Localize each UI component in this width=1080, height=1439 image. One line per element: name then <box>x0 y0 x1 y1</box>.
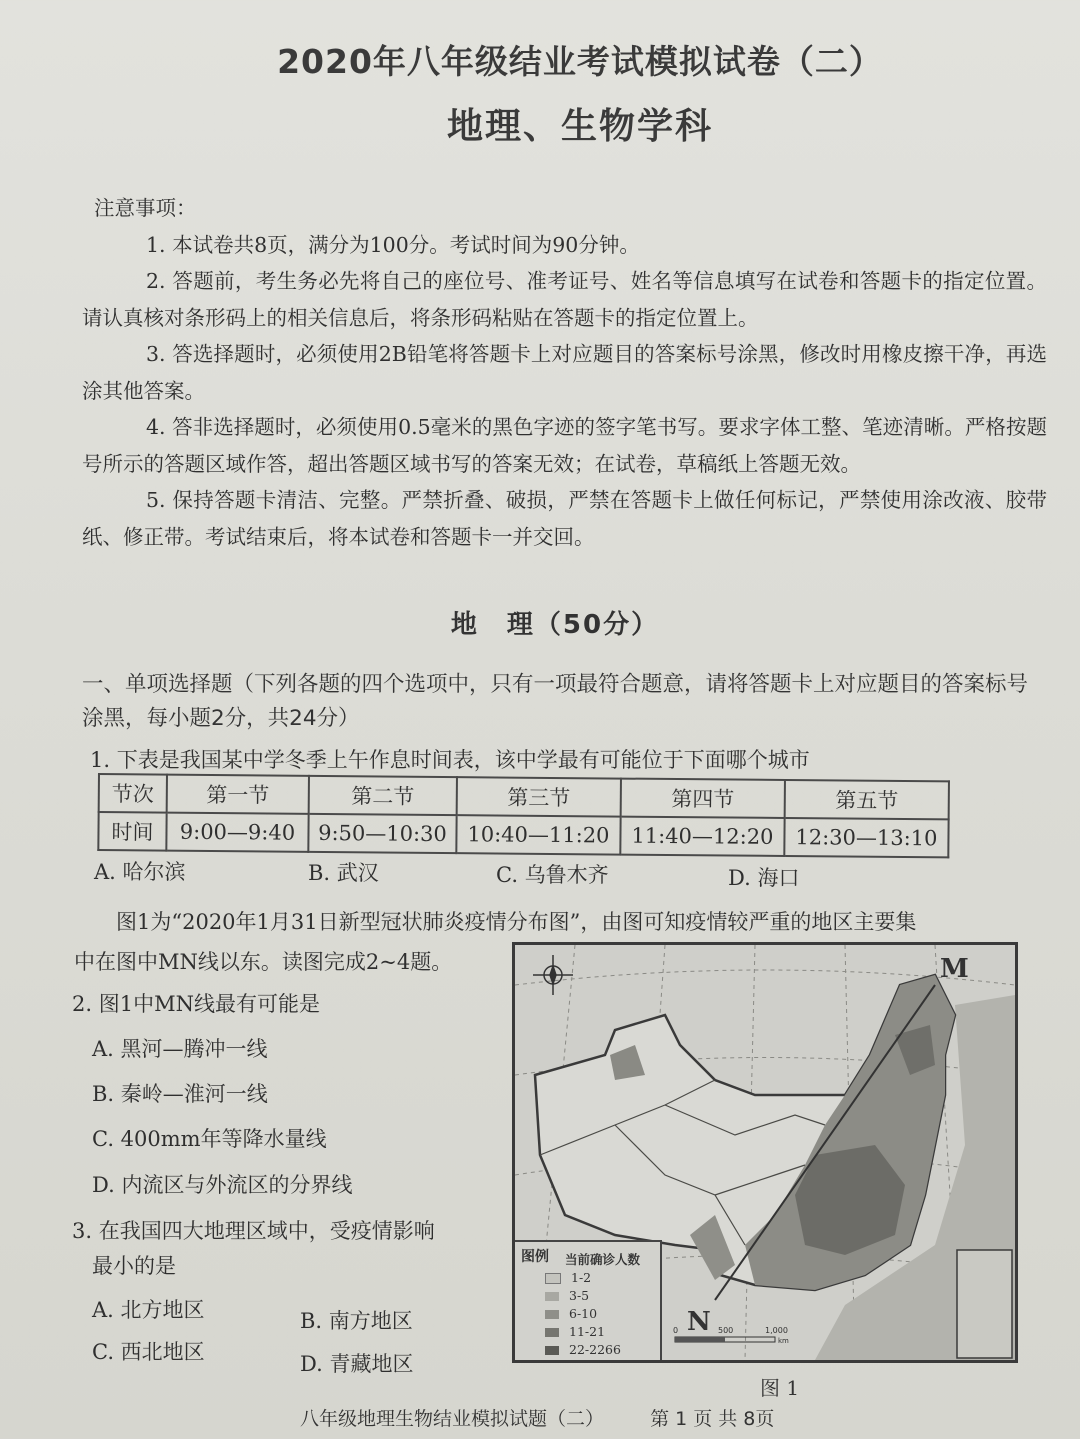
q3-option-a: A. 北方地区 <box>92 1298 205 1322</box>
time-cell: 10:40—11:20 <box>456 815 620 854</box>
q3-option-d: D. 青藏地区 <box>300 1352 414 1376</box>
label-m: M <box>940 954 969 984</box>
time-cell: 11:40—12:20 <box>620 817 784 856</box>
notice-heading: 注意事项： <box>94 196 197 220</box>
row-label-period: 节次 <box>99 774 167 813</box>
notice-item-3: 3. 答选择题时，必须使用2B铅笔将答题卡上对应题目的答案标号涂黑，修改时用橡皮擦干净，再选涂其他答案。 <box>82 342 1047 403</box>
table-row <box>98 812 948 857</box>
legend-heading: 当前确诊人数 <box>565 1252 641 1267</box>
q2-option-d: D. 内流区与外流区的分界线 <box>92 1173 353 1197</box>
row-label-time: 时间 <box>98 812 166 851</box>
legend-item: 22-2266 <box>545 1342 621 1357</box>
q3-option-c: C. 西北地区 <box>92 1340 205 1364</box>
figure-intro-line2: 中在图中MN线以东。读图完成2~4题。 <box>74 950 453 974</box>
period-cell: 第五节 <box>785 780 949 819</box>
legend-title: 图例 <box>521 1249 549 1265</box>
footer-exam-name: 八年级地理生物结业模拟试题（二） <box>300 1408 605 1430</box>
figure-intro-line1: 图1为“2020年1月31日新型冠状肺炎疫情分布图”，由图可知疫情较严重的地区主要集 <box>116 910 917 934</box>
exam-subtitle: 地理、生物学科 <box>446 106 713 147</box>
svg-text:0: 0 <box>673 1326 679 1335</box>
q1-option-a: A. 哈尔滨 <box>94 860 186 884</box>
q3-option-b: B. 南方地区 <box>300 1309 413 1333</box>
page-number: 第 1 页 共 8页 <box>650 1408 775 1430</box>
period-cell: 第二节 <box>309 776 457 815</box>
legend-swatch-icon <box>545 1328 559 1337</box>
q3-stem-line2: 最小的是 <box>92 1254 176 1278</box>
legend-item: 11-21 <box>545 1324 605 1339</box>
svg-text:km: km <box>778 1337 789 1345</box>
q2-stem: 2. 图1中MN线最有可能是 <box>72 992 320 1016</box>
part1-heading: 一、单项选择题（下列各题的四个选项中，只有一项最符合题意，请将答题卡上对应题目的答案标号涂黑，每小题2分，共24分） <box>82 672 1029 731</box>
notice-item-1: 1. 本试卷共8页，满分为100分。考试时间为90分钟。 <box>146 232 640 257</box>
svg-text:500: 500 <box>718 1326 734 1335</box>
legend-swatch-icon <box>545 1346 559 1355</box>
q2-option-c: C. 400mm年等降水量线 <box>92 1127 327 1151</box>
exam-title: 2020年八年级结业考试模拟试卷（二） <box>277 42 883 81</box>
notice-item-4: 4. 答非选择题时，必须使用0.5毫米的黑色字迹的签字笔书写。要求字体工整、笔迹清晰。严格按题号所示的答题区域作答，超出答题区域书写的答案无效；在试卷，草稿纸上答题无效。 <box>82 415 1047 476</box>
map-legend <box>515 1240 662 1360</box>
svg-text:1,000: 1,000 <box>765 1326 788 1335</box>
compass-rose-icon <box>533 955 573 995</box>
q1-option-d: D. 海口 <box>728 866 800 890</box>
legend-swatch-icon <box>545 1310 559 1319</box>
legend-item: 1-2 <box>545 1270 591 1285</box>
schedule-table <box>97 773 950 858</box>
period-cell: 第四节 <box>621 779 785 818</box>
section-title: 地 理（50分） <box>450 610 660 640</box>
legend-swatch-icon <box>545 1292 559 1301</box>
legend-swatch-icon <box>545 1273 561 1284</box>
notice-item-5: 5. 保持答题卡清洁、完整。严禁折叠、破损，严禁在答题卡上做任何标记，严禁使用涂改液、胶带纸、修正带。考试结束后，将本试卷和答题卡一并交回。 <box>82 488 1047 549</box>
notice-item-2: 2. 答题前，考生务必先将自己的座位号、准考证号、姓名等信息填写在试卷和答题卡的指定位置。请认真核对条形码上的相关信息后，将条形码粘贴在答题卡的指定位置上。 <box>82 269 1047 330</box>
epidemic-map-figure <box>512 942 1018 1363</box>
legend-item: 3-5 <box>545 1288 589 1303</box>
q3-stem-line1: 3. 在我国四大地理区域中，受疫情影响 <box>72 1219 435 1243</box>
q1-option-b: B. 武汉 <box>308 861 379 885</box>
time-cell: 12:30—13:10 <box>784 818 948 857</box>
notice-block <box>82 190 1047 555</box>
time-cell: 9:00—9:40 <box>166 813 308 852</box>
page-footer <box>300 1404 814 1431</box>
period-cell: 第三节 <box>457 777 621 816</box>
q2-option-a: A. 黑河—腾冲一线 <box>92 1037 268 1061</box>
q2-option-b: B. 秦岭—淮河一线 <box>92 1082 268 1106</box>
q1-stem: 1. 下表是我国某中学冬季上午作息时间表，该中学最有可能位于下面哪个城市 <box>90 748 810 772</box>
label-n: N <box>687 1307 711 1337</box>
time-cell: 9:50—10:30 <box>308 814 456 853</box>
legend-item: 6-10 <box>545 1306 597 1321</box>
figure-caption: 图 1 <box>760 1376 800 1400</box>
period-cell: 第一节 <box>167 775 309 814</box>
q1-option-c: C. 乌鲁木齐 <box>496 863 609 887</box>
